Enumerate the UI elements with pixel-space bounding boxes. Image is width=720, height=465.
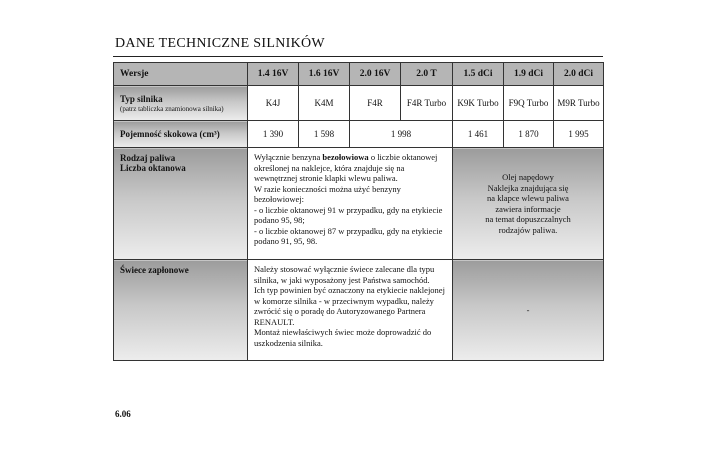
engine-type-label-text: Typ silnika — [120, 93, 163, 104]
diesel-spark-text: - — [526, 304, 530, 315]
header-col: 1.9 dCi — [504, 63, 554, 86]
fuel-label-octane: Liczba oktanowa — [120, 163, 186, 173]
engine-type-label — [114, 86, 248, 121]
fuel-row — [114, 148, 604, 260]
header-row — [114, 63, 604, 86]
fuel-text-after: o liczbie oktanowej określonej na naklejce, która znajduje się na wewnętrznej stronie klapki wlewu paliwa. W razie konieczności można użyć benzyny bezołowiowej: - o liczbie oktanowej 91 w przypadku, gdy na etykiecie podano 95, 98; - o liczbie oktanowej 87 w przypadku, gdy na etykiecie podano 91, 95, 98. — [254, 152, 443, 246]
displacement-value: 1 461 — [453, 121, 504, 148]
header-col: 1.4 16V — [248, 63, 299, 86]
spark-plug-row — [114, 260, 604, 361]
displacement-value: 1 998 — [350, 121, 453, 148]
displacement-value: 1 390 — [248, 121, 299, 148]
page-title: DANE TECHNICZNE SILNIKÓW — [115, 36, 325, 51]
petrol-fuel-text — [248, 148, 453, 260]
engine-type-value: K9K Turbo — [453, 86, 504, 121]
displacement-value: 1 995 — [554, 121, 604, 148]
page-number: 6.06 — [115, 409, 131, 419]
header-col: 1.6 16V — [299, 63, 350, 86]
displacement-label: Pojemność skokowa (cm³) — [114, 121, 248, 148]
diesel-fuel-text: Olej napędowy Naklejka znajdująca się na klapce wlewu paliwa zawiera informacje na temat dopuszczalnych rodzajów paliwa. — [485, 172, 571, 235]
diesel-spark-cell — [453, 260, 604, 361]
header-versions: Wersje — [114, 63, 248, 86]
engine-type-value: F9Q Turbo — [504, 86, 554, 121]
engine-type-value: F4R Turbo — [401, 86, 453, 121]
engine-type-value: K4M — [299, 86, 350, 121]
header-col: 2.0 T — [401, 63, 453, 86]
engine-type-row — [114, 86, 604, 121]
engine-type-value: F4R — [350, 86, 401, 121]
engine-type-value: M9R Turbo — [554, 86, 604, 121]
spark-plug-text: Należy stosować wyłącznie świece zalecane dla typu silnika, w jaki wyposażony jest Państwa samochód. Ich typ powinien być oznaczony na etykiecie naklejonej w komorze silnika - w przeciwnym wypadku, należy zwrócić się o poradę do Autoryzowanego Partnera RENAULT. Montaż niewłaściwych świec może doprowadzić do uszkodzenia silnika. — [254, 264, 445, 348]
engine-type-value: K4J — [248, 86, 299, 121]
fuel-text-before: Wyłącznie benzyna — [254, 152, 323, 162]
title-rule — [113, 56, 603, 57]
displacement-value: 1 598 — [299, 121, 350, 148]
spark-plug-text-cell — [248, 260, 453, 361]
fuel-label — [114, 148, 248, 260]
header-col: 1.5 dCi — [453, 63, 504, 86]
header-col: 2.0 16V — [350, 63, 401, 86]
engine-type-sublabel: (patrz tabliczka znamionowa silnika) — [120, 104, 224, 113]
fuel-label-type: Rodzaj paliwa — [120, 153, 176, 163]
engine-specs-table — [113, 62, 604, 361]
header-col: 2.0 dCi — [554, 63, 604, 86]
diesel-fuel-cell — [453, 148, 604, 260]
spark-plug-label: Świece zapłonowe — [114, 260, 248, 361]
displacement-row — [114, 121, 604, 148]
fuel-text-bold: bezołowiowa — [322, 152, 369, 162]
displacement-value: 1 870 — [504, 121, 554, 148]
